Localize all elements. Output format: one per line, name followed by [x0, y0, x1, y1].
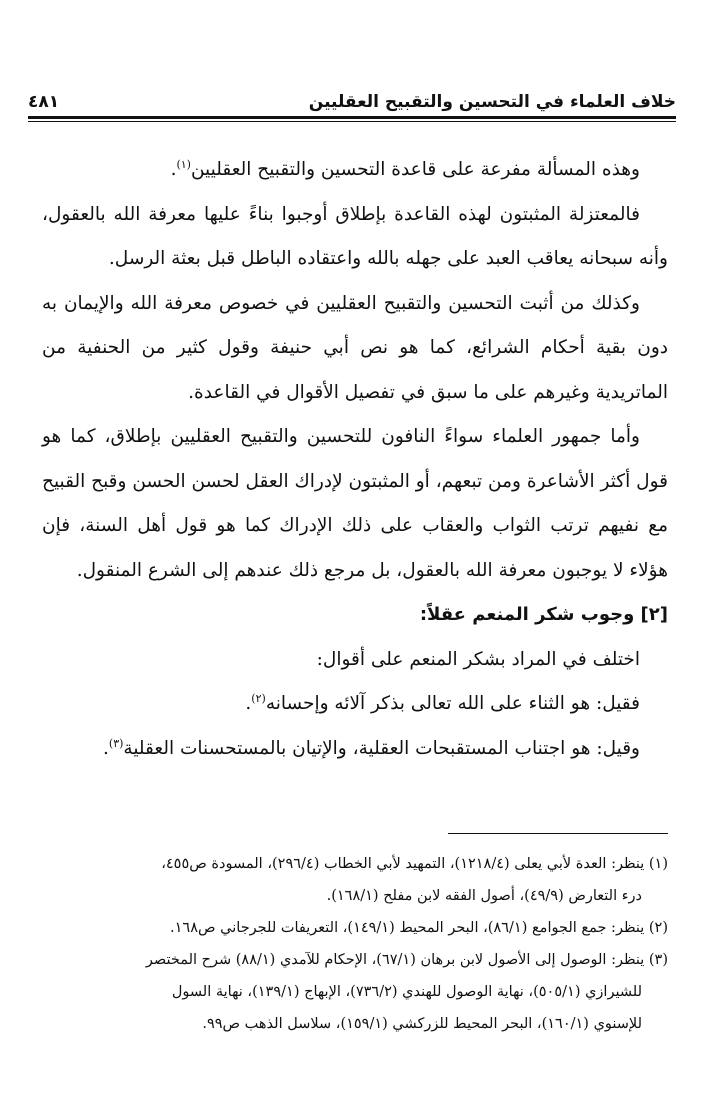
paragraph-end: .	[245, 693, 252, 714]
footnote-separator	[448, 833, 668, 834]
footnote-2: (٢) ينظر: جمع الجوامع (٨٦/١)، البحر المحيط (١٤٩/١)، التعريفات للجرجاني ص١٦٨.	[170, 920, 668, 936]
paragraph-text: وقيل: هو اجتناب المستقبحات العقلية، والإتيان بالمستحسنات العقلية	[123, 737, 640, 759]
paragraph	[42, 148, 668, 193]
footnote-3-line-3: للإسنوي (١٦٠/١)، البحر المحيط للزركشي (١٥٩/١)، سلاسل الذهب ص٩٩.	[202, 1016, 642, 1032]
main-text	[42, 148, 668, 771]
paragraph-text: فقيل: هو الثناء على الله تعالى بذكر آلائه وإحسانه	[265, 693, 640, 714]
paragraph-text: وهذه المسألة مفرعة على قاعدة التحسين والتقبيح العقليين	[190, 159, 640, 180]
footnote-marker: (٣)	[108, 736, 124, 750]
paragraph: وأما جمهور العلماء سواءً النافون للتحسين والتقبيح العقليين بإطلاق، كما هو قول أكثر الأشاعرة ومن تبعهم، أو المثبتون لإدراك العقل لحسن الحسن وقبح القبيح مع نفيهم ترتب الثواب والعقاب على ذلك الإدراك كما هو قول أهل السنة، فإن هؤلاء لا يوجبون معرفة الله بالعقول، بل مرجع ذلك عندهم إلى الشرع المنقول.	[42, 426, 668, 581]
paragraph: وكذلك من أثبت التحسين والتقبيح العقليين في خصوص معرفة الله والإيمان به دون بقية أحكام الشرائع، كما هو نص أبي حنيفة وقول كثير من الحنفية من الماتريدية وغيرهم على ما سبق في تفصيل الأقوال في القاعدة.	[42, 292, 668, 403]
footnotes	[42, 848, 668, 1040]
paragraph: اختلف في المراد بشكر المنعم على أقوال:	[316, 648, 640, 670]
header-rule-thick	[28, 116, 676, 119]
section-heading: [٢] وجوب شكر المنعم عقلاً:	[419, 604, 668, 625]
paragraph	[42, 682, 668, 727]
footnote-1-line-1: (١) ينظر: العدة لأبي يعلى (١٢١٨/٤)، التمهيد لأبي الخطاب (٢٩٦/٤)، المسودة ص٤٥٥،	[161, 856, 668, 872]
page-header	[28, 80, 676, 112]
header-rule-thin	[28, 121, 676, 122]
page-number: ٤٨١	[28, 92, 60, 112]
footnote-1-line-2: درء التعارض (٤٩/٩)، أصول الفقه لابن مفلح (١٦٨/١).	[326, 888, 642, 904]
footnote-3-line-1: (٣) ينظر: الوصول إلى الأصول لابن برهان (٦٧/١)، الإحكام للآمدي (٨٨/١) شرح المختصر	[145, 952, 668, 968]
paragraph: فالمعتزلة المثبتون لهذه القاعدة بإطلاق أوجبوا بناءً عليها معرفة الله بالعقول، وأنه سبحانه يعاقب العبد على جهله بالله واعتقاده الباطل قبل بعثة الرسل.	[42, 203, 668, 269]
footnote-marker: (١)	[176, 157, 191, 171]
paragraph-end: .	[103, 737, 109, 759]
running-title: خلاف العلماء في التحسين والتقبيح العقليين	[308, 92, 676, 112]
footnote-3-line-2: للشيرازي (٥٠٥/١)، نهاية الوصول للهندي (٧٣٦/٢)، الإبهاج (١٣٩/١)، نهاية السول	[171, 984, 642, 1000]
footnote-marker: (٢)	[251, 691, 266, 705]
paragraph	[42, 727, 668, 772]
paragraph-end: .	[170, 159, 177, 180]
